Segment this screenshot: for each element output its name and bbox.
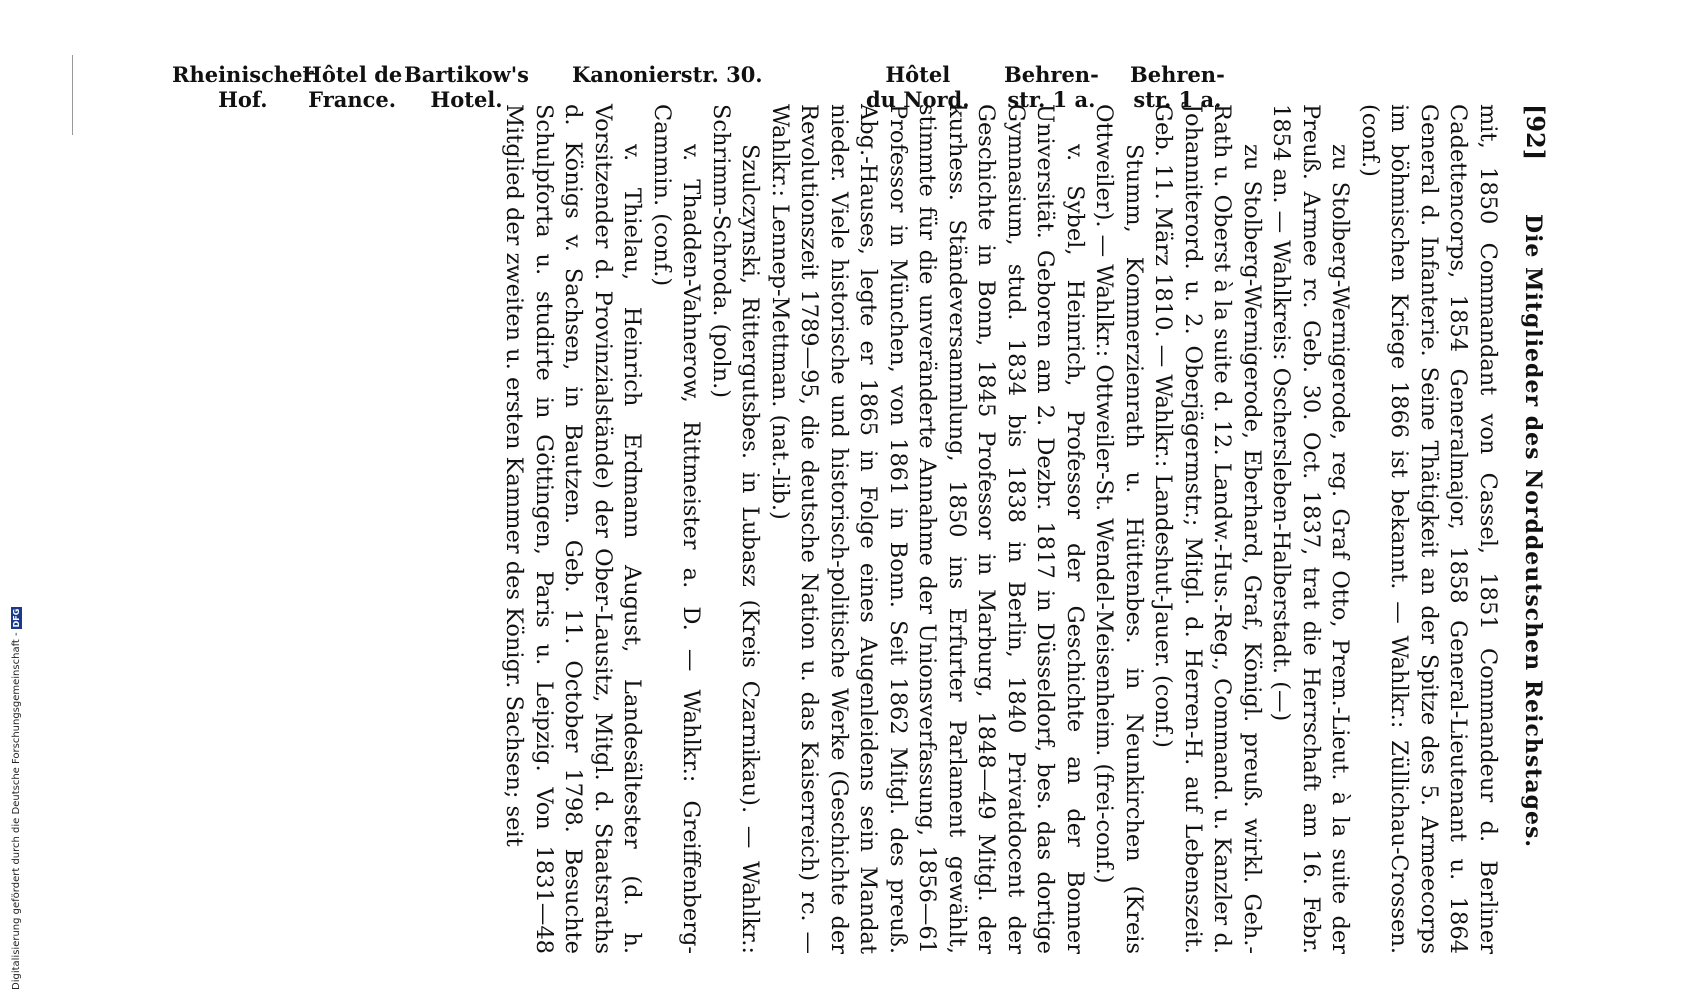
digitization-credit xyxy=(11,607,22,990)
page-body xyxy=(499,104,1502,954)
entry-paragraph: v. Thielau, Heinrich Erdmann August, Landesältester (d. h. Vorsitzender d. Provinzialstände) der Ober-Lausitz, Mitgl. d. Staatsraths d. Königs v. Sachsen, in Bautzen. Geb. 11. October 1798. Besuchte Schulpforta u. studirte in Göttingen, Paris u. Leipzig. Von 1831—48 Mitglied der zweiten u. ersten Kammer des Königr. Sachsen; seit xyxy=(501,104,646,954)
entry-paragraph: zu Stolberg-Wernigerode, Eberhard, Graf, Königl. preuß. wirkl. Geh.-Rath u. Oberst à la suite d. 12. Landw.-Hus.-Reg., Command. u. Kanzler d. Johanniterord. u. 2. Oberjägermstr.; Mitgl. d. Herren-H. auf Lebenszeit. Geb. 11. März 1810. — Wahlkr.: Landeshut-Jauer. (conf.) xyxy=(1150,104,1265,954)
entry-paragraph: Stumm, Kommerzienrath u. Hüttenbes. in Neunkirchen (Kreis Ottweiler). — Wahlkr.: Ottweiler-St. Wendel-Meisenheim. (frei-conf.) xyxy=(1091,104,1147,954)
credit-text: Digitalisierung gefördert durch die Deutsche Forschungsgemeinschaft - xyxy=(11,632,22,990)
entry-paragraph: Szulczynski, Rittergutsbes. in Lubasz (Kreis Czarnikau). — Wahlkr.: Schrimm-Schroda. (poln.) xyxy=(708,104,764,954)
header-behrenstr-2: Behren- str. 1 a. xyxy=(1130,62,1225,112)
header-hotel-de-france: Hôtel de France. xyxy=(302,62,403,112)
page-number: [92] xyxy=(1521,104,1550,161)
header-hotel-du-nord: Hôtel du Nord. xyxy=(866,62,970,112)
entry-paragraph: zu Stolberg-Wernigerode, reg. Graf Otto, Prem.-Lieut. à la suite der Preuß. Armee rc. Geb. 30. Oct. 1837, trat die Herrschaft am 16. Febr. 1854 an. — Wahlkreis: Oschersleben-Halberstadt. (—) xyxy=(1268,104,1354,954)
running-title: Die Mitglieder des Norddeutschen Reichstages. xyxy=(1520,214,1546,849)
dfg-logo: DFG xyxy=(12,608,21,628)
paragraph: mit, 1850 Commandant von Cassel, 1851 Commandeur d. Berliner Cadettencorps, 1854 Generalmajor, 1858 General-Lieutenant u. 1864 General d. Infanterie. Seine Thätigkeit an der Spitze des 5. Armeecorps im böhmischen Kriege 1866 ist bekannt. — Wahlkr.: Züllichau-Crossen. (conf.) xyxy=(1357,104,1501,954)
header-behrenstr-1: Behren- str. 1 a. xyxy=(1004,62,1099,112)
entry-paragraph: v. Thadden-Vahnerow, Rittmeister a. D. — Wahlkr.: Greiffenberg-Cammin. (conf.) xyxy=(649,104,705,954)
rotated-page xyxy=(170,104,1550,954)
header-bartikows-hotel: Bartikow's Hotel. xyxy=(404,62,529,112)
header-rheinischer-hof: Rheinischer Hof. xyxy=(172,62,314,112)
entry-paragraph: v. Sybel, Heinrich, Professor der Geschichte an der Bonner Universität. Geboren am 2. Dezbr. 1817 in Düsseldorf, bes. das dortige Gymnasium, stud. 1834 bis 1838 in Berlin, 1840 Privatdocent der Geschichte in Bonn, 1845 Professor in Marburg, 1848—49 Mitgl. der kurhess. Ständeversammlung, 1850 ins Erfurter Parlament gewählt, stimmte für die unveränderte Annahme der Unionsverfassung, 1856—61 Professor in München, von 1861 in Bonn. Seit 1862 Mitgl. des preuß. Abg.-Hauses, legte er 1865 in Folge eines Augenleidens sein Mandat nieder. Viele historische und historisch-politische Werke (Geschichte der Revolutionszeit 1789—95, die deutsche Nation u. das Kaiserreich) rc. — Wahlkr.: Lennep-Mettman. (nat.-lib.) xyxy=(767,104,1088,954)
header-kanonierstr: Kanonierstr. 30. xyxy=(572,62,763,87)
